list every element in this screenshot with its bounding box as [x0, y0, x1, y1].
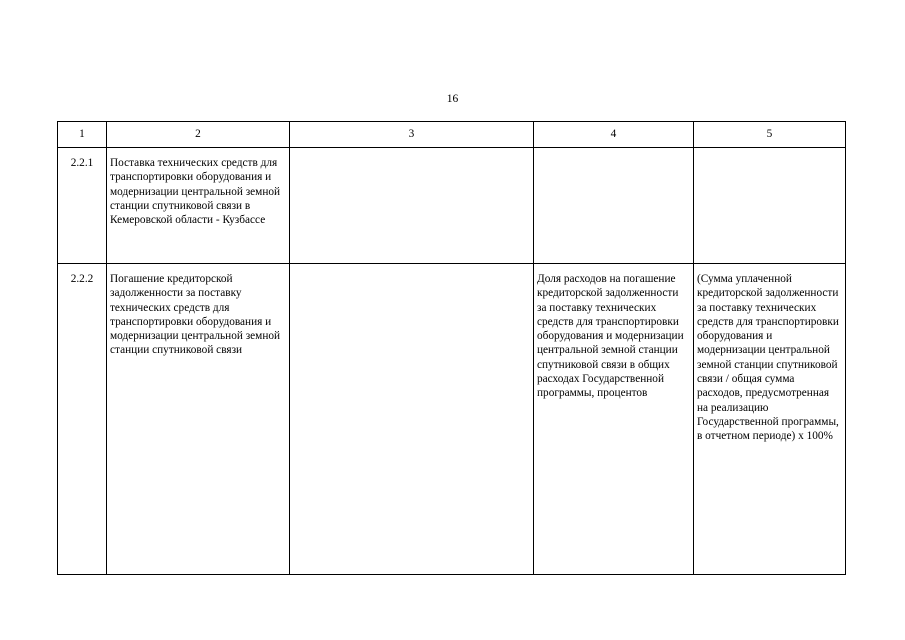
row-indicator-cell: [534, 148, 694, 264]
row-indicator-cell: [534, 264, 694, 575]
row-col3-cell: [290, 148, 534, 264]
row-code: 2.2.1: [70, 157, 94, 169]
table-row: [58, 264, 846, 575]
column-header-4: 4: [534, 122, 694, 148]
row-code-cell: [58, 148, 107, 264]
column-header-3: 3: [290, 122, 534, 148]
row-name: Поставка технических средств для транспортировки оборудования и модернизации центральной земной станции спутниковой связи в Кемеровской области - Кузбассе: [110, 157, 281, 227]
row-formula-cell: [694, 264, 846, 575]
row-formula: (Сумма уплаченной кредиторской задолженности за поставку технических средств для транспортировки оборудования и модернизации центральной земной станции спутниковой связи / общая сумма расходов, предусмотренная на реализацию Государственной программы, в отчетном периоде) x 100%: [697, 273, 839, 443]
page-number: 16: [446, 93, 459, 105]
row-name-cell: [107, 148, 290, 264]
column-header-2: 2: [107, 122, 290, 148]
row-formula-cell: [694, 148, 846, 264]
row-code-cell: [58, 264, 107, 575]
row-name-cell: [107, 264, 290, 575]
row-name: Погашение кредиторской задолженности за поставку технических средств для транспортировки оборудования и модернизации центральной земной станции спутниковой связи: [110, 273, 281, 357]
column-header-5: 5: [694, 122, 846, 148]
row-indicator: Доля расходов на погашение кредиторской задолженности за поставку технических средств для транспортировки оборудования и модернизации центральной земной станции спутниковой связи в общих расходах Государственной программы, процентов: [537, 273, 684, 400]
column-header-1: 1: [58, 122, 107, 148]
row-col3-cell: [290, 264, 534, 575]
row-code: 2.2.2: [70, 273, 94, 285]
indicators-table: [57, 121, 846, 575]
table-header-row: [58, 122, 846, 148]
table-row: [58, 148, 846, 264]
